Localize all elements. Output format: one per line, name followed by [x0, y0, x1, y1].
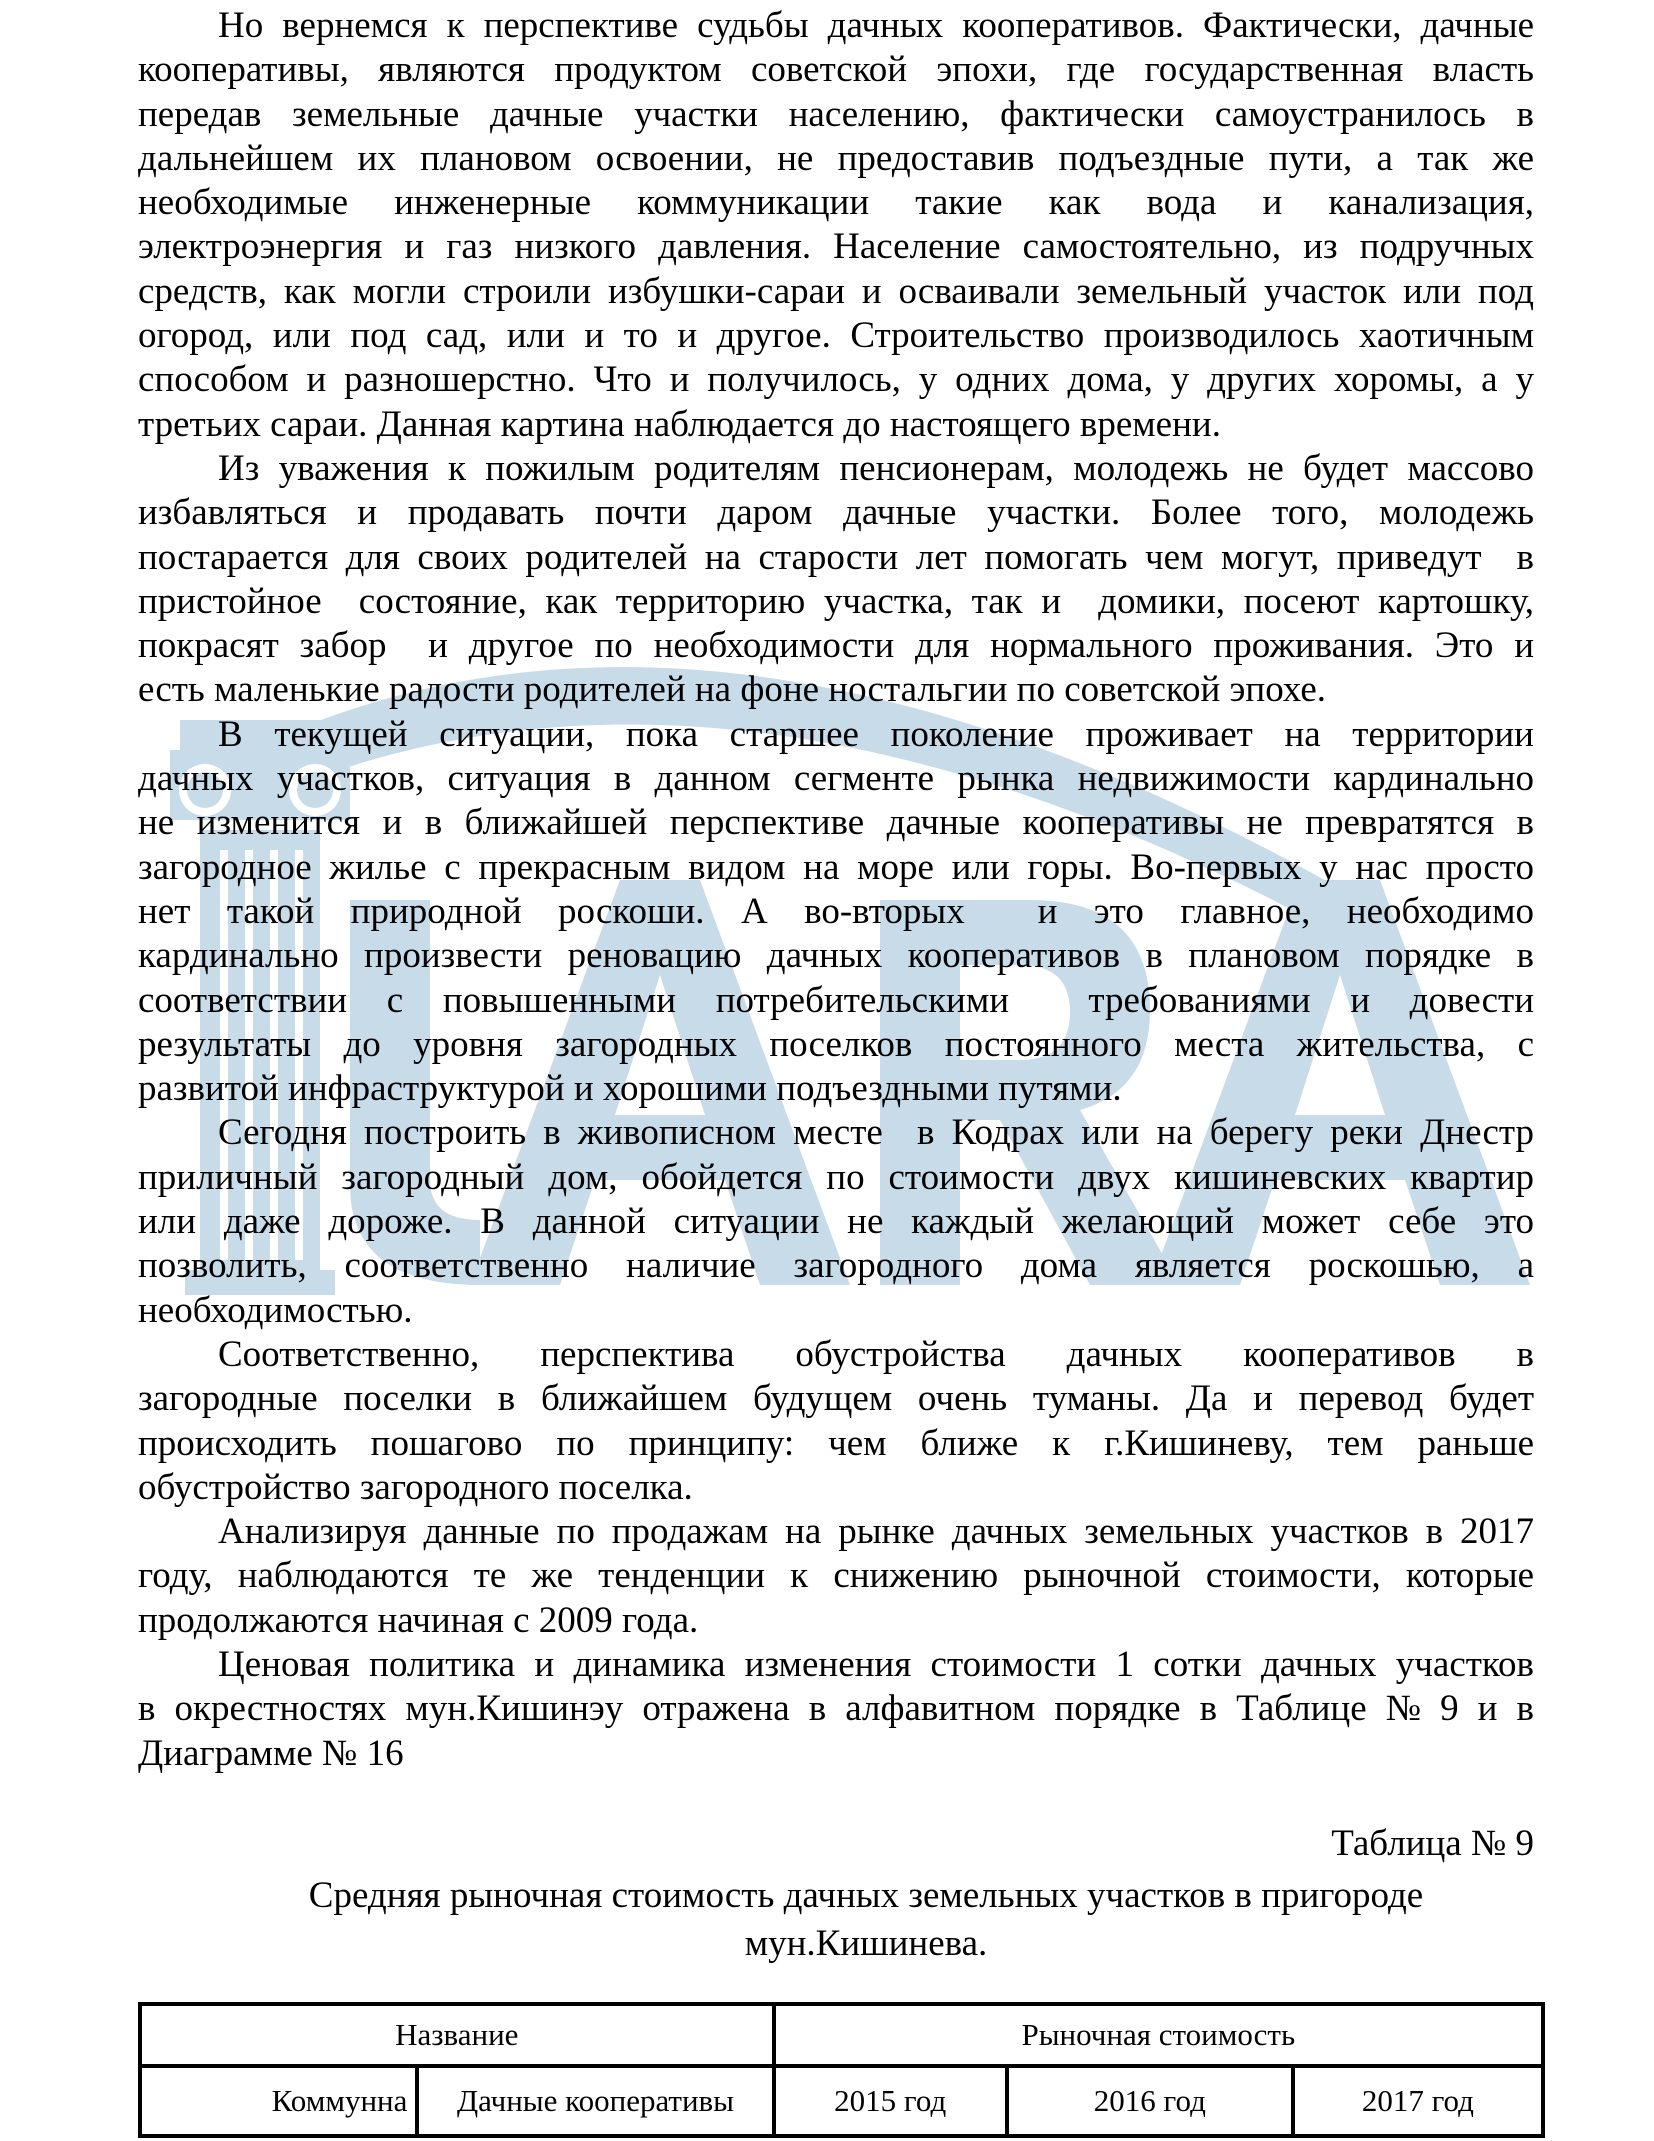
paragraph-line [138, 403, 1534, 447]
paragraph-line-text: Анализируя данные по продажам на рынке дачных земельных участков в 2017 [218, 1511, 1534, 1553]
paragraph-line [138, 536, 1534, 580]
header-market-value: Рыночная стоимость [774, 2004, 1543, 2066]
table-subheader-row [140, 2066, 1543, 2136]
header-2017: 2017 год [1293, 2066, 1543, 2136]
paragraph-line-text: необходимые инженерные коммуникации такие как вода и канализация, [138, 182, 1534, 224]
header-2016: 2016 год [1007, 2066, 1293, 2136]
paragraph-line-text: средств, как могли строили избушки-сараи и осваивали земельный участок или под [138, 270, 1534, 312]
paragraph-line-text: загородное жилье с прекрасным видом на море или горы. Во-первых у нас просто [138, 846, 1534, 888]
paragraph-line [138, 137, 1534, 181]
table-title-line: мун.Кишинева. [744, 1923, 988, 1964]
paragraph-line-text: обустройство загородного поселка. [138, 1466, 693, 1508]
paragraph-line [138, 270, 1534, 314]
header-cooperatives: Дачные кооперативы [417, 2066, 773, 2136]
paragraph-line [138, 713, 1534, 757]
paragraph-line-text: соответствии с повышенными потребительскими требованиями и довести [138, 979, 1534, 1021]
price-table [138, 2002, 1545, 2138]
paragraph-line [138, 1599, 1534, 1643]
header-name: Название [140, 2004, 774, 2066]
table-number-label: Таблица № 9 [1331, 1823, 1534, 1864]
paragraph-line-text: Соответственно, перспектива обустройства дачных кооперативов в [218, 1333, 1534, 1375]
paragraph-line [138, 1244, 1534, 1288]
paragraph-line-text: нет такой природной роскоши. А во-вторых и это главное, необходимо [138, 890, 1534, 932]
paragraph-line-text: покрасят забор и другое по необходимости для нормального проживания. Это и [138, 625, 1534, 667]
paragraph-line [138, 1422, 1534, 1466]
paragraph-line [138, 934, 1534, 978]
paragraph-line-text: передав земельные дачные участки населению, фактически самоустранилось в [138, 93, 1534, 135]
paragraph-line-text: необходимостью. [138, 1289, 413, 1331]
paragraph-line [138, 447, 1534, 491]
paragraph-line [138, 1466, 1534, 1510]
paragraph-line-text: развитой инфраструктурой и хорошими подъездными путями. [138, 1068, 1122, 1110]
paragraph-line-text: кардинально произвести реновацию дачных кооперативов в плановом порядке в [138, 935, 1534, 977]
paragraph-line-text: происходить пошагово по принципу: чем ближе к г.Кишиневу, тем раньше [138, 1422, 1534, 1464]
paragraph-line-text: Диаграмме № 16 [138, 1732, 404, 1774]
paragraph-line-text: огород, или под сад, или и то и другое. Строительство производилось хаотичным [138, 315, 1534, 357]
header-commune: Коммунна [140, 2066, 417, 2136]
paragraph-line [138, 181, 1534, 225]
paragraph-line-text: позволить, соответственно наличие загородного дома является роскошью, а [138, 1245, 1534, 1287]
paragraph-line [138, 580, 1534, 624]
paragraph-line-text: году, наблюдаются те же тенденции к снижению рыночной стоимости, которые [138, 1555, 1534, 1597]
paragraph-line-text: Но вернемся к перспективе судьбы дачных кооперативов. Фактически, дачные [218, 5, 1534, 46]
paragraph-line [138, 624, 1534, 668]
paragraph-line-text: не изменится и в ближайшей перспективе дачные кооперативы не превратятся в [138, 802, 1534, 844]
paragraph-line-text: избавляться и продавать почти даром дачные участки. Более того, молодежь [138, 492, 1534, 534]
table-title-line: Средняя рыночная стоимость дачных земельных участков в пригороде [308, 1875, 1424, 1916]
table-title [138, 1872, 1534, 1968]
paragraph-line-text: В текущей ситуации, пока старшее поколение проживает на территории [218, 713, 1534, 755]
paragraph-line [138, 1377, 1534, 1421]
paragraph-line [138, 1510, 1534, 1554]
paragraph-line-text: загородные поселки в ближайшем будущем очень туманы. Да и перевод будет [138, 1378, 1534, 1420]
paragraph-line-text: приличный загородный дом, обойдется по стоимости двух кишиневских квартир [138, 1156, 1534, 1198]
paragraph-line-text: Ценовая политика и динамика изменения стоимости 1 сотки дачных участков [218, 1643, 1534, 1685]
paragraph-line [138, 979, 1534, 1023]
paragraph-line [138, 1643, 1534, 1687]
paragraph-line [138, 890, 1534, 934]
paragraph-line-text: в окрестностях мун.Кишинэу отражена в алфавитном порядке в Таблице № 9 и в [138, 1688, 1534, 1730]
paragraph-line-text: электроэнергия и газ низкого давления. Население самостоятельно, из подручных [138, 226, 1534, 268]
paragraph-line [138, 314, 1534, 358]
header-2015: 2015 год [774, 2066, 1007, 2136]
paragraph-line [138, 668, 1534, 712]
paragraph-line [138, 1687, 1534, 1731]
paragraph-line [138, 225, 1534, 269]
body-text [138, 4, 1534, 1776]
paragraph-line-text: результаты до уровня загородных поселков постоянного места жительства, с [138, 1023, 1534, 1065]
paragraph-line-text: третьих сараи. Данная картина наблюдается до настоящего времени. [138, 403, 1221, 445]
paragraph-line [138, 1333, 1534, 1377]
paragraph-line [138, 1200, 1534, 1244]
table-header-row [140, 2004, 1543, 2066]
paragraph-line [138, 846, 1534, 890]
paragraph-line [138, 358, 1534, 402]
paragraph-line-text: способом и разношерстно. Что и получилось, у одних дома, у других хоромы, а у [138, 359, 1534, 401]
paragraph-line [138, 491, 1534, 535]
paragraph-line-text: Из уважения к пожилым родителям пенсионерам, молодежь не будет массово [218, 447, 1534, 489]
paragraph-line [138, 1156, 1534, 1200]
paragraph-line [138, 1023, 1534, 1067]
paragraph-line-text: продолжаются начиная с 2009 года. [138, 1599, 699, 1641]
paragraph-line [138, 757, 1534, 801]
paragraph-line-text: постарается для своих родителей на старости лет помогать чем могут, приведут в [138, 536, 1534, 578]
paragraph-line [138, 48, 1534, 92]
paragraph-line [138, 4, 1534, 48]
paragraph-line-text: есть маленькие радости родителей на фоне ностальгии по советской эпохе. [138, 669, 1327, 711]
paragraph-line-text: пристойное состояние, как территорию участка, так и домики, посеют картошку, [138, 580, 1534, 622]
paragraph-line [138, 1067, 1534, 1111]
paragraph-line [138, 1732, 1534, 1776]
paragraph-line-text: дальнейшем их плановом освоении, не предоставив подъездные пути, а так же [138, 137, 1534, 179]
paragraph-line [138, 1554, 1534, 1598]
paragraph-line-text: кооперативы, являются продуктом советской эпохи, где государственная власть [138, 49, 1534, 91]
paragraph-line [138, 801, 1534, 845]
paragraph-line [138, 1289, 1534, 1333]
paragraph-line [138, 93, 1534, 137]
paragraph-line-text: дачных участков, ситуация в данном сегменте рынка недвижимости кардинально [138, 758, 1534, 800]
paragraph-line-text: или даже дороже. В данной ситуации не каждый желающий может себе это [138, 1201, 1534, 1243]
paragraph-line [138, 1111, 1534, 1155]
paragraph-line-text: Сегодня построить в живописном месте в Кодрах или на берегу реки Днестр [218, 1112, 1534, 1154]
